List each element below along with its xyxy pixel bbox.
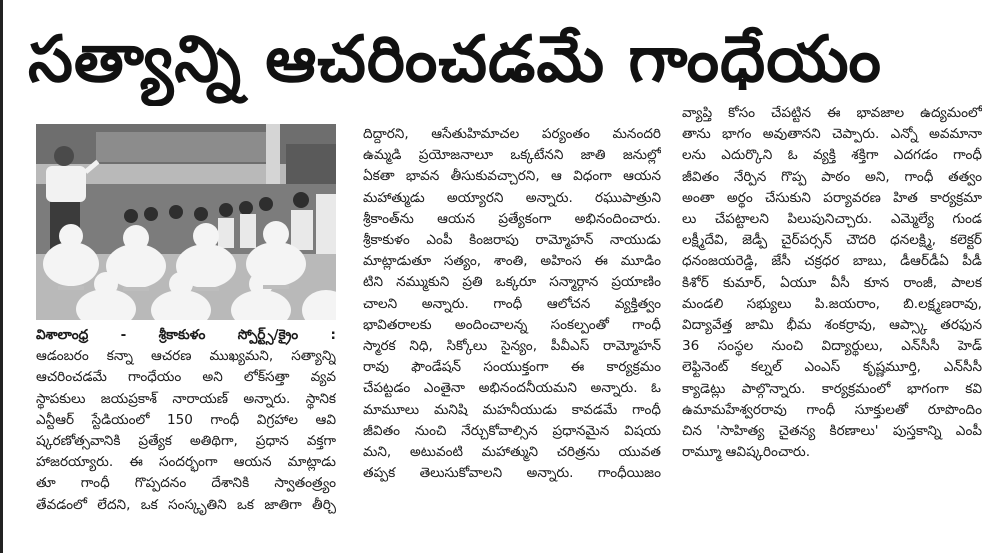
article-line: శ్రీకాంత్‌ను ఆయన ప్రత్యేకంగా అభినందించారు.: [363, 210, 661, 227]
article-line: లెఫ్టినెంట్ కల్నల్ ఎంఎస్ కృష్ణమూర్తి, ఎన్‌సీసీ: [682, 359, 982, 376]
article-line: ధనంజయరెడ్డి, జేసీ చక్రధర బాబు, డీఆర్‌డీఏ పీడీ: [682, 253, 982, 270]
article-line: లు చేపట్టాలని పిలుపునిచ్చారు. ఎమ్మెల్యే గుండ: [682, 211, 982, 228]
article-line: విద్యావేత్త జామి భీమ శంకర్రావు, ఆప్స్కా తరఫున: [682, 317, 982, 334]
article-line: తేవడంలో లేదని, ఒక సంస్కృతిని ఒక జాతిగా తీర్చి: [36, 496, 336, 513]
article-line: వ్యాప్తి కోసం చేపట్టిన ఈ భావజాల ఉద్యమంలో: [682, 105, 982, 121]
article-line: ఆచరించడమే గాంధేయం అని లోక్‌సత్తా వ్యవ: [36, 369, 336, 386]
article-line: లను ఎదుర్కొని ఓ వ్యక్తి శక్తిగా ఎదగడం గాంధీ: [682, 147, 982, 164]
article-column-3: [682, 103, 982, 530]
article-line: జీవితం నుంచి నేర్చుకోవాల్సిన ప్రధానమైన విషయ: [363, 422, 661, 439]
article-line: దిద్దారని, ఆసేతుహిమాచల పర్యంతం మనందరి: [363, 126, 661, 142]
article-line: చాలని అన్నారు. గాంధీ ఆలోచన వ్యక్తిత్వం: [363, 295, 661, 312]
article-line: భావితరాలకు అందించాలన్న సంకల్పంతో గాంధీ: [363, 316, 661, 333]
article-line: మాట్లాడుతూ సత్యం, శాంతి, అహింస ఈ మూడిం: [363, 253, 661, 270]
article-line: హాజరయ్యారు. ఈ సందర్భంగా ఆయన మాట్లాడు: [36, 454, 336, 471]
article-line: మని, అటువంటి మహాత్ముని చరిత్రను యువత: [363, 444, 661, 461]
article-line: శ్రీకాకుళం ఎంపీ కింజరాపు రామ్మోహన్ నాయుడు: [363, 232, 661, 249]
article-column-1: [36, 325, 336, 551]
article-line: జీవితం నేర్పిన గొప్ప పాఠం అని, గాంధీ తత్వం: [682, 168, 982, 185]
article-line: తాను భాగం అవుతానని చెప్పారు. ఎన్నో అవమానా: [682, 126, 982, 143]
article-line: స్మారక నిధి, సిక్కోలు సైన్యం, పీవీఎస్ రామ్మోహన్: [363, 338, 661, 355]
article-line: రామ్మూ ఆవిష్కరించారు.: [682, 444, 811, 461]
headline: సత్యాన్ని ఆచరించడమే గాంధేయం: [28, 23, 882, 97]
article-line: ఏకతా భావన తీసుకువచ్చారని, ఆ విధంగా ఆయన: [363, 168, 661, 185]
article-line: ఎన్టీఆర్ స్టేడియంలో 150 గాంధీ విగ్రహాల ఆవి: [36, 411, 336, 428]
article-line: క్యాడెట్లు పాల్గొన్నారు. కార్యక్రమంలో భాగంగా కవి: [682, 380, 982, 397]
article-line: మండలి సభ్యులు పి.జయరాం, బి.లక్ష్మణరావు,: [682, 295, 982, 312]
article-line: ష్కరణోత్సవానికి ప్రత్యేక అతిథిగా, ప్రధాన వక్తగా: [36, 433, 336, 450]
article-line: ఉమ్మడి ప్రయోజనాలూ ఒక్కటేనని జాతి జనుల్లో: [363, 147, 661, 164]
article-column-2: [363, 124, 661, 551]
article-line: టిని నమ్ముకుని ప్రతి ఒక్కరూ సన్మార్గాన ప్రయాణిం: [363, 274, 661, 291]
article-line: చేపట్టడం ఎంతైనా అభినందనీయమని అన్నారు. ఓ: [363, 380, 661, 397]
article-line: లక్ష్మీదేవి, జెడ్పీ చైర్‌పర్సన్ చౌదరి ధనలక్ష్మి, కలెక్టర్: [682, 232, 982, 249]
article-line: మహాత్ముడు అయ్యారని అన్నారు. రఘుపాత్రుని: [363, 189, 661, 206]
article-line: చిన 'సాహిత్య చైతన్య కిరణాలు' పుస్తకాన్ని ఎంపీ: [682, 423, 982, 440]
article-line: ఉమామహేశ్వరరావు గాంధీ సూక్తులతో రూపొందిం: [682, 401, 982, 418]
event-photo-graphic: [36, 124, 336, 320]
page-border: [0, 0, 3, 553]
event-photo: [36, 124, 336, 320]
article-line: మామూలు మనిషి మహనీయుడు కావడమే గాంధీ: [363, 401, 661, 418]
article-line: 36 సంస్థల నుంచి విద్యార్థులు, ఎన్‌సీసీ హెడ్: [682, 338, 982, 355]
article-line: కిశోర్ కుమార్, ఏయూ వీసీ కూన రాంజీ, పాలక: [682, 274, 982, 291]
article-line: తప్పక తెలుసుకోవాలని అన్నారు. గాంధీయిజం: [363, 465, 661, 482]
article-line: రావు ఫౌండేషన్ సంయుక్తంగా ఈ కార్యక్రమం: [363, 359, 661, 376]
article-line: స్థాపకులు జయప్రకాశ్ నారాయణ్ అన్నారు. స్థానిక: [36, 390, 336, 407]
article-line: ఆడంబరం కన్నా ఆచరణ ముఖ్యమని, సత్యాన్ని: [36, 348, 336, 365]
dateline: విశాలాంధ్ర - శ్రీకాకుళం స్పోర్ట్స్/క్రైం :: [36, 327, 336, 343]
article-line: తూ గాంధీ గొప్పదనం దేశానికి స్వాతంత్ర్యం: [36, 475, 336, 492]
article-line: అంతా అర్థం చేసుకుని పర్యావరణ హిత కార్యక్రమా: [682, 189, 982, 206]
